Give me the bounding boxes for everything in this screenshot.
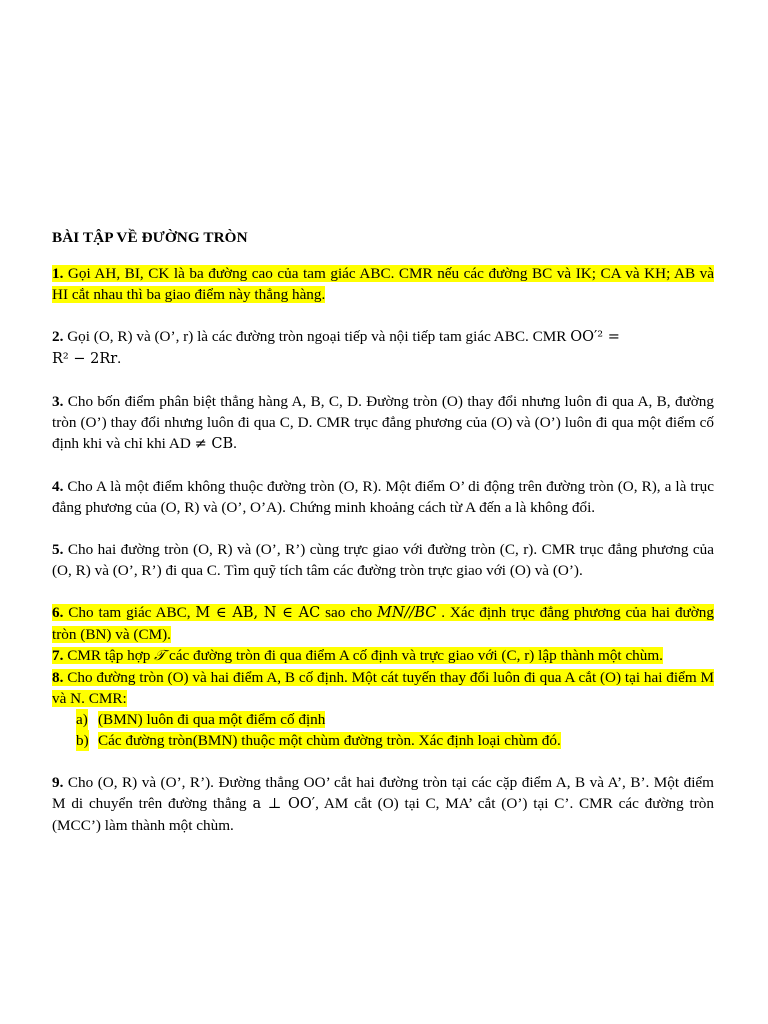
problem-6-text-a: Cho tam giác ABC, <box>63 604 196 621</box>
problem-6 <box>52 602 714 645</box>
list-item <box>52 730 714 751</box>
list-item <box>52 709 714 730</box>
problem-6-formula-b: MN//BC <box>377 605 437 621</box>
problem-3 <box>52 391 714 455</box>
problem-1-number: 1. <box>52 265 64 282</box>
problem-7-highlight <box>52 647 663 664</box>
problem-7-script-t: 𝒯 <box>154 648 166 664</box>
problem-2-formula-b: R² − 2Rr <box>52 351 118 367</box>
problem-8b-text: Các đường tròn(BMN) thuộc một chùm đường tròn. Xác định loại chùm đó. <box>98 732 561 749</box>
problem-7 <box>52 645 714 667</box>
problem-9-text-b: , AM cắt (O) tại C, MA’ cắt (O’) tại C’. CMR các đường tròn (MCC’) làm thành một chùm. <box>52 795 714 834</box>
problem-6-text-c: . Xác định trục đẳng phương của hai đường tròn (BN) và (CM). <box>52 604 714 643</box>
problem-6-highlight <box>52 604 714 643</box>
problem-2-formula-a: OO′² = <box>570 329 620 345</box>
problem-9-text-a: Cho (O, R) và (O’, R’). Đường thẳng OO’ cắt hai đường tròn tại các cặp điểm A, B và A’, B’. Một điểm M di chuyển trên đường thẳng <box>52 774 714 812</box>
problem-3-text-a: Cho bốn điểm phân biệt thẳng hàng A, B, C, D. Đường tròn (O) thay đổi nhưng luôn đi qua A, B, đường tròn (O’) thay đổi nhưng luôn đi qua C, D. CMR trục đẳng phương của (O) và (O’) luôn đi qua một điểm cố định khi và chỉ khi AD <box>52 393 714 452</box>
problem-4-text: Cho A là một điểm không thuộc đường tròn (O, R). Một điểm O’ di động trên đường tròn (O, R), a là trục đẳng phương của (O, R) và (O’, O’A). Chứng minh khoảng cách từ A đến a là không đổi. <box>52 478 714 516</box>
problem-2-text-a: Gọi (O, R) và (O’, r) là các đường tròn ngoại tiếp và nội tiếp tam giác ABC. CMR <box>63 328 571 345</box>
problem-8-sublist <box>52 709 714 751</box>
problem-3-text-b: . <box>233 435 237 452</box>
problem-8-number: 8. <box>52 669 64 686</box>
problem-7-text-b: các đường tròn đi qua điểm A cố định và trực giao với (C, r) lập thành một chùm. <box>165 647 663 664</box>
document-title: BÀI TẬP VỀ ĐƯỜNG TRÒN <box>52 229 248 246</box>
problem-7-number: 7. <box>52 647 64 664</box>
problem-9-number: 9. <box>52 774 64 791</box>
problem-2-number: 2. <box>52 328 64 345</box>
problem-5-number: 5. <box>52 541 64 558</box>
problem-8b-marker: b) <box>76 732 89 749</box>
problem-7-text-a: CMR tập hợp <box>63 647 155 664</box>
problem-2-text-b: . <box>117 350 121 367</box>
problem-6-text-b: sao cho <box>320 604 378 621</box>
problem-8-highlight <box>52 669 714 707</box>
problem-8a-marker: a) <box>76 711 88 728</box>
problem-9 <box>52 772 714 836</box>
problem-1-highlight <box>52 265 714 303</box>
problem-2 <box>52 326 714 370</box>
problem-1-text: Gọi AH, BI, CK là ba đường cao của tam giác ABC. CMR nếu các đường BC và IK; CA và KH; AB và HI cắt nhau thì ba giao điểm này thẳng hàng. <box>52 265 714 303</box>
problem-5-text: Cho hai đường tròn (O, R) và (O’, R’) cùng trực giao với đường tròn (C, r). CMR trục đẳng phương của (O, R) và (O’, R’) đi qua C. Tìm quỹ tích tâm các đường tròn trực giao với (O) và (O’). <box>52 541 714 579</box>
problem-8-text: Cho đường tròn (O) và hai điểm A, B cố định. Một cát tuyến thay đổi luôn đi qua A cắt (O) tại hai điểm M và N. CMR: <box>52 669 714 707</box>
problem-5 <box>52 539 714 581</box>
problem-4-number: 4. <box>52 478 64 495</box>
document-page <box>52 227 714 836</box>
problem-3-number: 3. <box>52 393 64 410</box>
problem-8 <box>52 667 714 709</box>
problem-9-formula: a ⊥ OO′ <box>252 796 316 812</box>
problem-6-number: 6. <box>52 604 64 621</box>
problem-1 <box>52 263 714 305</box>
problem-6-formula-a: M ∈ AB, N ∈ AC <box>195 605 321 621</box>
problem-3-formula: ≠ CB <box>194 436 234 452</box>
problem-8a-text: (BMN) luôn đi qua một điểm cố định <box>98 711 326 728</box>
problem-4 <box>52 476 714 518</box>
